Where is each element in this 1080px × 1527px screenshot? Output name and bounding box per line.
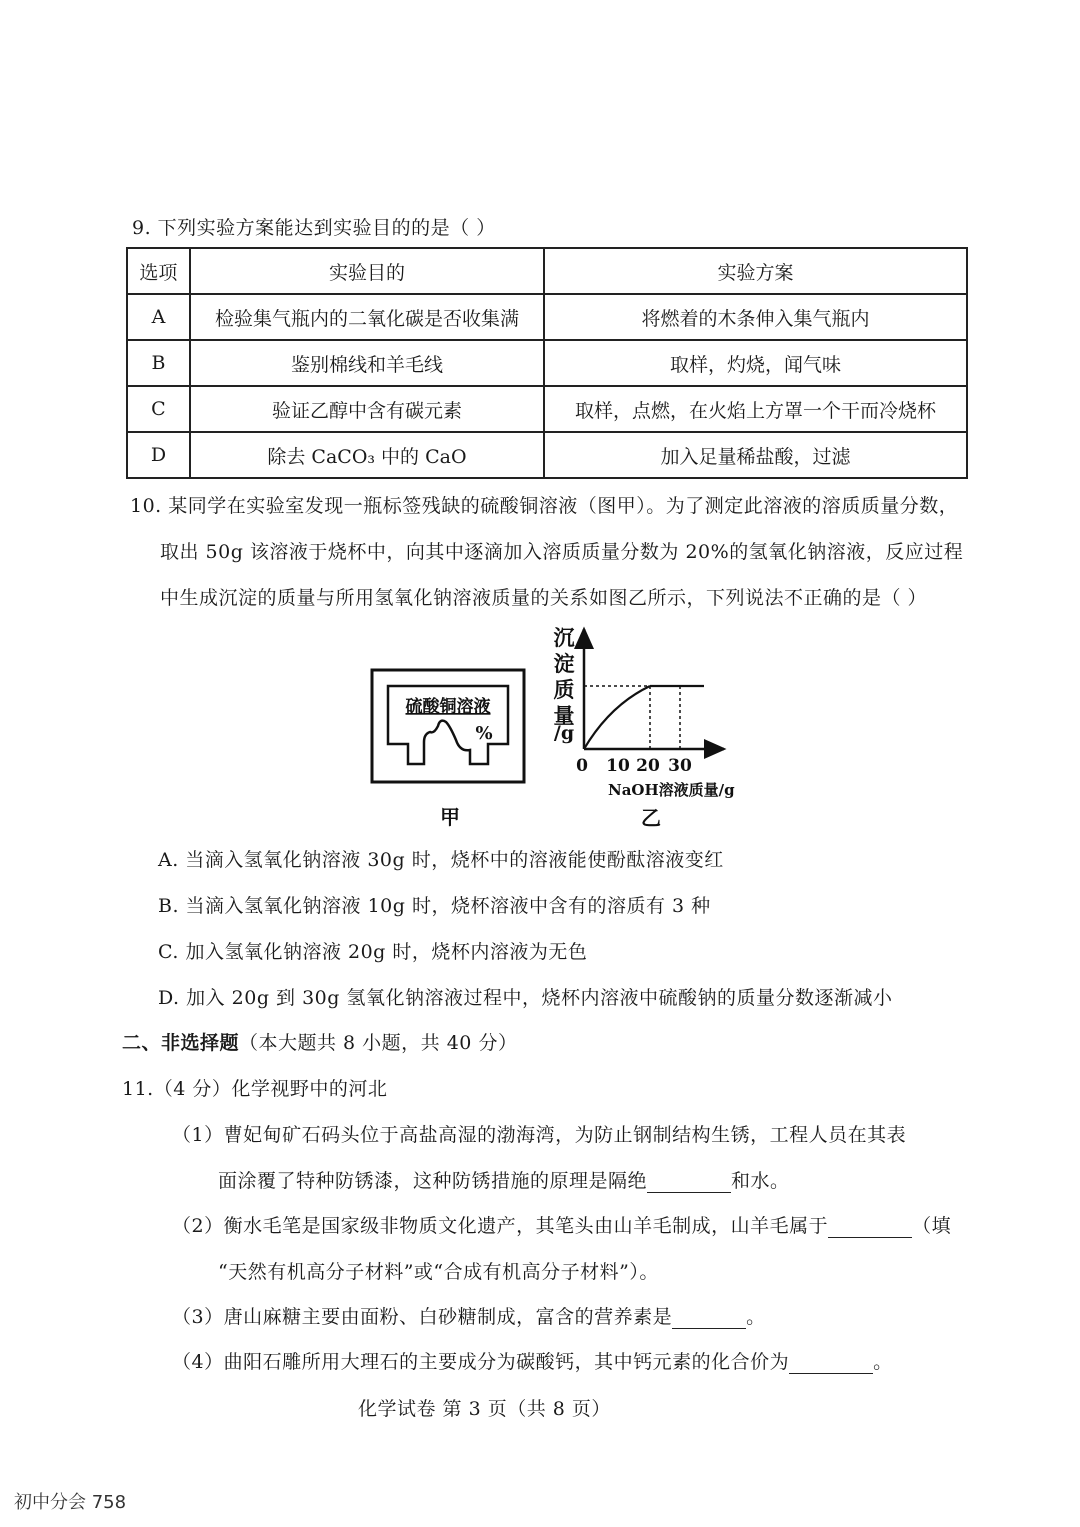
row-option: A	[127, 294, 190, 340]
x-tick-label: 10	[606, 756, 630, 776]
figure-yi	[540, 615, 780, 840]
x-axis-label: NaOH溶液质量/g	[608, 781, 735, 799]
row-purpose: 检验集气瓶内的二氧化碳是否收集满	[190, 294, 544, 340]
row-plan: 取样，灼烧，闻气味	[544, 340, 967, 386]
q10-option-d: D. 加入 20g 到 30g 氢氧化钠溶液过程中，烧杯内溶液中硫酸钠的质量分数逐渐减小	[158, 987, 893, 1009]
row-option: C	[127, 386, 190, 432]
ylabel-char: 沉	[553, 625, 575, 650]
answer-blank-1[interactable]	[647, 1170, 731, 1193]
header-option: 选项	[127, 248, 190, 294]
header-plan: 实验方案	[544, 248, 967, 294]
table-header-row	[127, 248, 967, 294]
q11-part1-line1: （1）曹妃甸矿石码头位于高盐高湿的渤海湾，为防止钢制结构生锈，工程人员在其表	[172, 1124, 907, 1146]
header-purpose: 实验目的	[190, 248, 544, 294]
watermark-text: 初中分会 758	[14, 1492, 127, 1513]
q11-part2-tail: （填	[912, 1215, 952, 1237]
table-row	[127, 340, 967, 386]
q11-part4-text: （4）曲阳石雕所用大理石的主要成分为碳酸钙，其中钙元素的化合价为	[172, 1351, 790, 1373]
origin-label: 0	[576, 756, 588, 776]
q10-option-a: A. 当滴入氢氧化钠溶液 30g 时，烧杯中的溶液能使酚酞溶液变红	[158, 849, 724, 871]
table-row	[127, 432, 967, 478]
ylabel-unit: /g	[553, 722, 575, 744]
q11-part3-tail: 。	[746, 1306, 766, 1328]
row-purpose: 验证乙醇中含有碳元素	[190, 386, 544, 432]
q10-option-c: C. 加入氢氧化钠溶液 20g 时，烧杯内溶液为无色	[158, 941, 588, 963]
q11-part2-line1	[172, 1211, 951, 1238]
answer-blank-2[interactable]	[828, 1215, 912, 1238]
table-row	[127, 386, 967, 432]
row-plan: 取样，点燃，在火焰上方罩一个干而冷烧杯	[544, 386, 967, 432]
ylabel-char: 质	[553, 677, 575, 702]
x-tick-label: 30	[668, 756, 692, 776]
q11-part4-tail: 。	[873, 1351, 893, 1373]
q10-line1: 10. 某同学在实验室发现一瓶标签残缺的硫酸铜溶液（图甲）。为了测定此溶液的溶质质量分数，	[130, 495, 959, 517]
row-plan: 将燃着的木条伸入集气瓶内	[544, 294, 967, 340]
ylabel-char: 淀	[553, 651, 575, 676]
figure-jia	[360, 660, 540, 840]
q11-part2-line2: “天然有机高分子材料”或“合成有机高分子材料”）。	[218, 1261, 659, 1283]
section2-title: 二、非选择题	[122, 1032, 240, 1054]
row-option: D	[127, 432, 190, 478]
section2-note: （本大题共 8 小题，共 40 分）	[239, 1032, 518, 1054]
q10-option-b: B. 当滴入氢氧化钠溶液 10g 时，烧杯溶液中含有的溶质有 3 种	[158, 895, 711, 917]
q10-line2: 取出 50g 该溶液于烧杯中，向其中逐滴加入溶质质量分数为 20%的氢氧化钠溶液，反应过程	[160, 541, 964, 563]
q11-part1-text: 面涂覆了特种防锈漆，这种防锈措施的原理是隔绝	[218, 1170, 648, 1192]
q11-part1-tail: 和水。	[731, 1170, 790, 1192]
label-title: 硫酸铜溶液	[405, 697, 491, 717]
ylabel-char: 量	[553, 703, 575, 728]
q11-part1-line2	[218, 1166, 790, 1193]
q10-line3: 中生成沉淀的质量与所用氢氧化钠溶液质量的关系如图乙所示，下列说法不正确的是（ ）	[160, 587, 928, 609]
row-option: B	[127, 340, 190, 386]
figure-yi-caption: 乙	[641, 806, 661, 830]
label-percent: %	[475, 723, 493, 744]
row-purpose: 鉴别棉线和羊毛线	[190, 340, 544, 386]
row-purpose: 除去 CaCO₃ 中的 CaO	[190, 432, 544, 478]
q11-part4	[172, 1347, 893, 1374]
q11-part3-text: （3）唐山麻糖主要由面粉、白砂糖制成，富含的营养素是	[172, 1306, 673, 1328]
q9-table	[126, 247, 968, 479]
page-footer: 化学试卷 第 3 页（共 8 页）	[358, 1398, 611, 1420]
precipitate-curve	[584, 686, 650, 749]
answer-blank-3[interactable]	[672, 1306, 746, 1329]
figure-jia-caption: 甲	[440, 805, 460, 829]
q11-part3	[172, 1302, 766, 1329]
q9-stem: 9. 下列实验方案能达到实验目的的是（ ）	[132, 217, 496, 239]
section2-heading	[122, 1028, 517, 1055]
answer-blank-4[interactable]	[789, 1351, 873, 1374]
q11-stem: 11.（4 分）化学视野中的河北	[122, 1078, 388, 1100]
q11-part2-text: （2）衡水毛笔是国家级非物质文化遗产，其笔头由山羊毛制成，山羊毛属于	[172, 1215, 829, 1237]
x-tick-label: 20	[636, 756, 660, 776]
row-plan: 加入足量稀盐酸，过滤	[544, 432, 967, 478]
table-row	[127, 294, 967, 340]
